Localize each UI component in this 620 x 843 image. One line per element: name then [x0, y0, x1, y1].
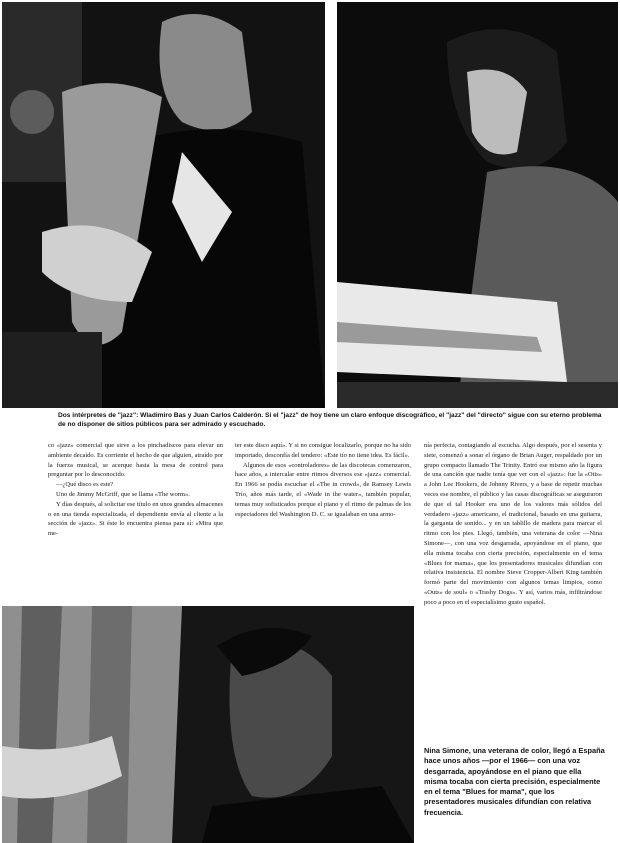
paragraph: ter este disco aquí». Y si no consigue localizarlo, porque no ha sido importado, desconfía del tendero: «Este tío no tiene idea. Es fácil».: [235, 442, 411, 459]
paragraph: Y días después, al solicitar ese título en unos grandes almacenes o en una tienda especializada, el dependiente envía al cliente a la sección de «jazz». Si éste lo encuentra piensa para sí: «Mira que me-: [48, 500, 223, 538]
paragraph: co «jazz» comercial que sirve a los pinchadiscos para elevar un ambiente decaído. Es corriente el hecho de que alguien, atraído por la fuerza musical, se acerque hasta la mesa de control para preguntar por lo desconocido.: [48, 442, 223, 479]
article-column-3: [424, 441, 602, 746]
article-column-1: [48, 441, 223, 606]
paragraph: —¿Qué disco es este?: [56, 481, 114, 489]
singer-photo-caption: Nina Simone, una veterana de color, llegó a España hace unos años —por el 1966— con una voz desgarrada, apoyándose en el piano que ella misma tocaba con cierta precisión, especialmente en el tema "Blues for mama", que los presentadores musicales difundían con relativa frecuencia.: [424, 746, 605, 817]
paragraph: nía perfecta, contagiando al escucha. Algo después, por el sesenta y siete, comenzó a sonar el órgano de Brian Auger, respaldado por un grupo compacto llamado The Trinity. Entró ese mismo año la figura de una canción que nadie tenía que ver con el «jazz»: fue la «Otis» a John Lee Hookers, de Johnny Rivers, y a base de repetir muchas veces ese nombre, el público y las casas discográficas se aseguraron de que el tal Hooker era uno de los valores más sólidos del verdadero «jazz» americano, el tradicional, basado en una guitarra, la garganta de sonido... y en un tablillo de madera para marcar el ritmo con los pies. Llegó, también, una veterana de color —Nina Simone—, con una voz desgarrada, apoyándose en el piano, que ella misma tocaba con cierta precisión, especialmente en el tema «Blues for mama», que los presentadores musicales difundían con relativa insistencia. El nombre Steve Cropper-Albert King también formó parte del movimiento con algunos temas limpios, como «Outs» de soul» o «Trashy Dogs». Y así, varios más, infiltrándose poco a poco en el especialísimo gusto español.: [424, 442, 602, 606]
photo-pianist-icon: [337, 2, 618, 408]
photo-saxophonist-icon: [2, 2, 325, 408]
article-column-2: [235, 441, 411, 606]
saxophonist-photo: [2, 2, 325, 408]
singer-photo: [2, 606, 414, 843]
photo-singer-icon: [2, 606, 414, 843]
paragraph: Uno de Jimmy McGriff, que se llama «The worm».: [56, 490, 190, 498]
paragraph: Algunos de esos «controladores» de las discotecas comenzaron, hace años, a intercalar entre ritmos diversos ese «jazz» comercial. En 1966 se podía escuchar el «The in crowd», de Ramsey Lewis Trío, años más tarde, el «Wade in the water», también popular, temas muy sofisticados porque el piano y el ritmo de palmas de los espectadores del Washington D. C. se igualaban en una armo-: [235, 461, 411, 518]
pianist-photo: [337, 2, 618, 408]
top-photo-caption: Dos intérpretes de "jazz": Wladimiro Bas y Juan Carlos Calderón. Si el "jazz" de hoy tiene un claro enfoque discográfico, el "jazz" del "directo" sigue con su eterno problema de no disponer de sitios públicos para ser admirado y escuchado.: [58, 412, 602, 428]
